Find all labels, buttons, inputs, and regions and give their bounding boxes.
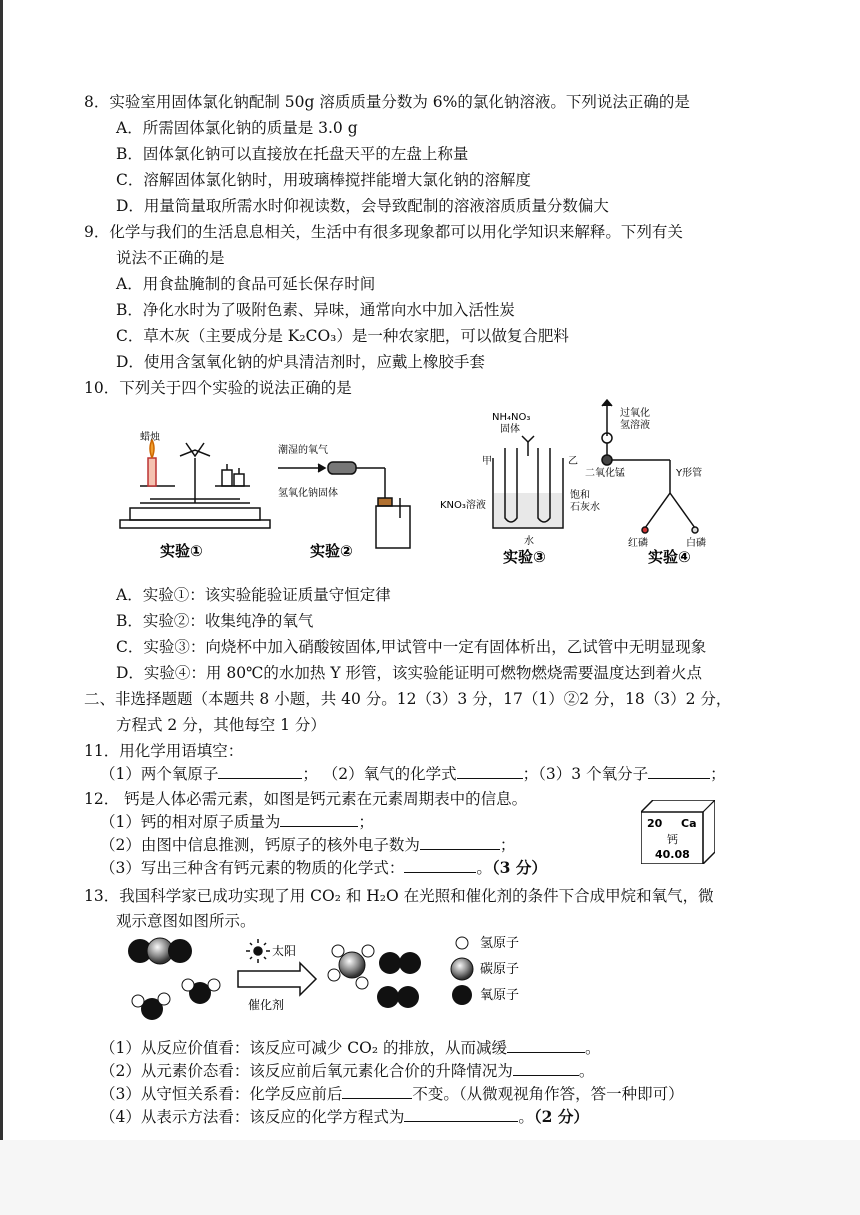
q13-part2-end: 。 <box>578 1062 595 1080</box>
q12-part3-label: （3）写出三种含有钙元素的物质的化学式： <box>100 859 405 877</box>
exp1-candle-label: 蜡烛 <box>140 432 160 443</box>
q13-blank-4[interactable] <box>404 1107 518 1122</box>
q11-stem: 11．用化学用语填空： <box>84 742 244 760</box>
co2-molecule <box>128 938 192 964</box>
q11-end: ； <box>710 765 726 783</box>
exp3-lime-label-2: 石灰水 <box>570 502 600 513</box>
q12-part1-label: （1）钙的相对原子质量为 <box>100 813 281 831</box>
q13-molecule-diagram <box>120 933 570 1028</box>
section-2-title-line2: 方程式 2 分，其他每空 1 分） <box>116 716 326 734</box>
page-left-border <box>0 0 3 1140</box>
q13-part1-label: （1）从反应价值看：该反应可减少 CO₂ 的排放，从而减缓 <box>100 1039 507 1057</box>
q9-stem-line1: 9．化学与我们的生活息息相关，生活中有很多现象都可以用化学知识来解释。下列有关 <box>84 223 683 241</box>
q12-part1-end: ； <box>358 813 374 831</box>
exp3-kno3-label: KNO₃溶液 <box>440 500 486 511</box>
q13-part1-row <box>100 1038 601 1058</box>
q12-stem: 12． 钙是人体必需元素，如图是钙元素在元素周期表中的信息。 <box>84 790 528 808</box>
exp3-nh4no3-label: NH₄NO₃ <box>492 412 531 423</box>
q12-blank-2[interactable] <box>420 835 500 850</box>
q13-part4-end: 。 <box>518 1108 534 1126</box>
legend-hydrogen: 氢原子 <box>480 936 520 951</box>
q10-option-b: B．实验②：收集纯净的氧气 <box>116 612 314 630</box>
q10-option-c: C．实验③：向烧杯中加入硝酸铵固体,甲试管中一定有固体析出，乙试管中无明显现象 <box>116 638 707 656</box>
q8-option-a: A．所需固体氯化钠的质量是 3.0 g <box>116 119 358 137</box>
q10-experiment-figures <box>110 398 760 573</box>
q8-option-c: C．溶解固体氯化钠时，用玻璃棒搅拌能增大氯化钠的溶解度 <box>116 171 531 189</box>
q13-stem-line2: 观示意图如图所示。 <box>116 912 256 930</box>
hydrogen-atom-legend-icon <box>456 937 468 949</box>
exp3-solid-label: 固体 <box>500 424 520 435</box>
arrow-catalyst-label: 催化剂 <box>248 998 285 1012</box>
exp2-top-label: 潮湿的氧气 <box>278 445 328 456</box>
q11-part2-label: ； （2）氧气的化学式 <box>302 765 457 783</box>
reaction-arrow <box>238 963 316 995</box>
exp4-red-phosphorus-label: 红磷 <box>628 538 648 549</box>
exp4-h2o2-label-2: 氢溶液 <box>620 420 650 431</box>
exp3-jia-label: 甲 <box>482 456 492 467</box>
q11-blank-3[interactable] <box>648 764 710 779</box>
legend-carbon: 碳原子 <box>480 962 520 977</box>
methane-molecule <box>328 945 374 989</box>
q8-stem: 8．实验室用固体氯化钠配制 50g 溶质质量分数为 6%的氯化钠溶液。下列说法正确的是 <box>84 93 690 111</box>
q13-part4-label: （4）从表示方法看：该反应的化学方程式为 <box>100 1108 405 1126</box>
exp4-h2o2-label-1: 过氧化 <box>620 408 650 419</box>
exp3-caption: 实验③ <box>503 548 546 566</box>
q8-option-d: D．用量筒量取所需水时仰视读数，会导致配制的溶液溶质质量分数偏大 <box>116 197 609 215</box>
q9-option-c: C．草木灰（主要成分是 K₂CO₃）是一种农家肥，可以做复合肥料 <box>116 327 569 345</box>
q12-part2-end: ； <box>499 836 516 854</box>
q13-blank-1[interactable] <box>507 1038 585 1053</box>
q11-blank-2[interactable] <box>457 764 523 779</box>
beaker-diagram <box>493 436 563 528</box>
q13-part2-row <box>100 1061 594 1081</box>
atom-legend <box>451 937 473 1005</box>
q12-blank-3[interactable] <box>404 858 476 873</box>
calcium-name: 钙 <box>667 833 678 846</box>
exp1-caption: 实验① <box>160 542 203 560</box>
section-2-title-line1: 二、非选择题题（本题共 8 小题，共 40 分。12（3）3 分，17（1）②2 分，18（3）2 分， <box>84 690 732 708</box>
oxygen-molecule-2 <box>377 986 419 1008</box>
q9-option-d: D．使用含氢氧化钠的炉具清洁剂时，应戴上橡胶手套 <box>116 353 485 371</box>
arrow-sun-label: 太阳 <box>272 944 297 958</box>
balance-diagram <box>120 440 270 528</box>
q13-part3-label: （3）从守恒关系看：化学反应前后 <box>100 1085 343 1103</box>
legend-oxygen: 氧原子 <box>480 988 520 1003</box>
q9-stem-line2: 说法不正确的是 <box>116 249 225 267</box>
q10-option-a: A．实验①：该实验能验证质量守恒定律 <box>116 586 391 604</box>
q11-blank-1[interactable] <box>218 764 302 779</box>
q13-blank-2[interactable] <box>513 1061 579 1076</box>
q12-part2-label: （2）由图中信息推测，钙原子的核外电子数为 <box>100 836 420 854</box>
q13-blank-3[interactable] <box>342 1084 412 1099</box>
calcium-element-cell <box>641 800 715 864</box>
q10-stem: 10．下列关于四个实验的说法正确的是 <box>84 379 352 397</box>
exp4-ytube-label: Y形管 <box>676 468 703 479</box>
exp4-caption: 实验④ <box>648 548 691 566</box>
exp4-white-phosphorus-label: 白磷 <box>686 538 706 549</box>
q13-part4-score: （2 分） <box>533 1107 589 1126</box>
calcium-atomic-number: 20 <box>647 817 663 830</box>
q12-part2-row <box>100 835 515 855</box>
exp2-caption: 实验② <box>310 542 353 560</box>
q12-part3-score: （3 分） <box>491 858 547 877</box>
carbon-atom-legend-icon <box>451 958 473 980</box>
q11-answer-row <box>100 764 726 784</box>
q10-option-d: D．实验④：用 80℃的水加热 Y 形管，该实验能证明可燃物燃烧需要温度达到着火点 <box>116 664 703 682</box>
q9-option-b: B．净化水时为了吸附色素、异味，通常向水中加入活性炭 <box>116 301 515 319</box>
exp3-lime-label-1: 饱和 <box>570 490 590 501</box>
page-bottom-margin <box>0 1140 860 1215</box>
q13-part4-row <box>100 1107 589 1127</box>
q12-part1-row <box>100 812 374 832</box>
q13-part1-end: 。 <box>585 1039 601 1057</box>
exp4-mno2-label: 二氧化锰 <box>585 468 625 479</box>
oxygen-molecule-1 <box>379 952 421 974</box>
exp3-yi-label: 乙 <box>568 456 578 467</box>
drying-apparatus-diagram <box>278 462 410 548</box>
q11-part1-label: （1）两个氧原子 <box>100 765 219 783</box>
calcium-atomic-mass: 40.08 <box>655 848 690 861</box>
q13-part3-row <box>100 1084 684 1104</box>
calcium-symbol: Ca <box>681 817 697 830</box>
q12-part3-row <box>100 858 547 878</box>
q12-part3-end: 。 <box>476 859 492 877</box>
y-tube-diagram <box>602 400 698 533</box>
q11-part3-label: ；（3）3 个氧分子 <box>522 765 649 783</box>
oxygen-atom-legend-icon <box>452 985 472 1005</box>
q13-part2-label: （2）从元素价态看：该反应前后氧元素化合价的升降情况为 <box>100 1062 513 1080</box>
exp2-bottom-label: 氢氧化钠固体 <box>278 488 338 499</box>
exp3-water-label: 水 <box>524 536 534 547</box>
sun-icon <box>246 939 270 963</box>
water-molecule-1 <box>132 993 170 1020</box>
q12-blank-1[interactable] <box>280 812 358 827</box>
q8-option-b: B．固体氯化钠可以直接放在托盘天平的左盘上称量 <box>116 145 469 163</box>
water-molecule-2 <box>182 979 220 1004</box>
q9-option-a: A．用食盐腌制的食品可延长保存时间 <box>116 275 376 293</box>
q13-part3-end: 不变。（从微观视角作答，答一种即可） <box>412 1085 684 1103</box>
q13-stem-line1: 13．我国科学家已成功实现了用 CO₂ 和 H₂O 在光照和催化剂的条件下合成甲烷和氧气，微 <box>84 887 714 905</box>
